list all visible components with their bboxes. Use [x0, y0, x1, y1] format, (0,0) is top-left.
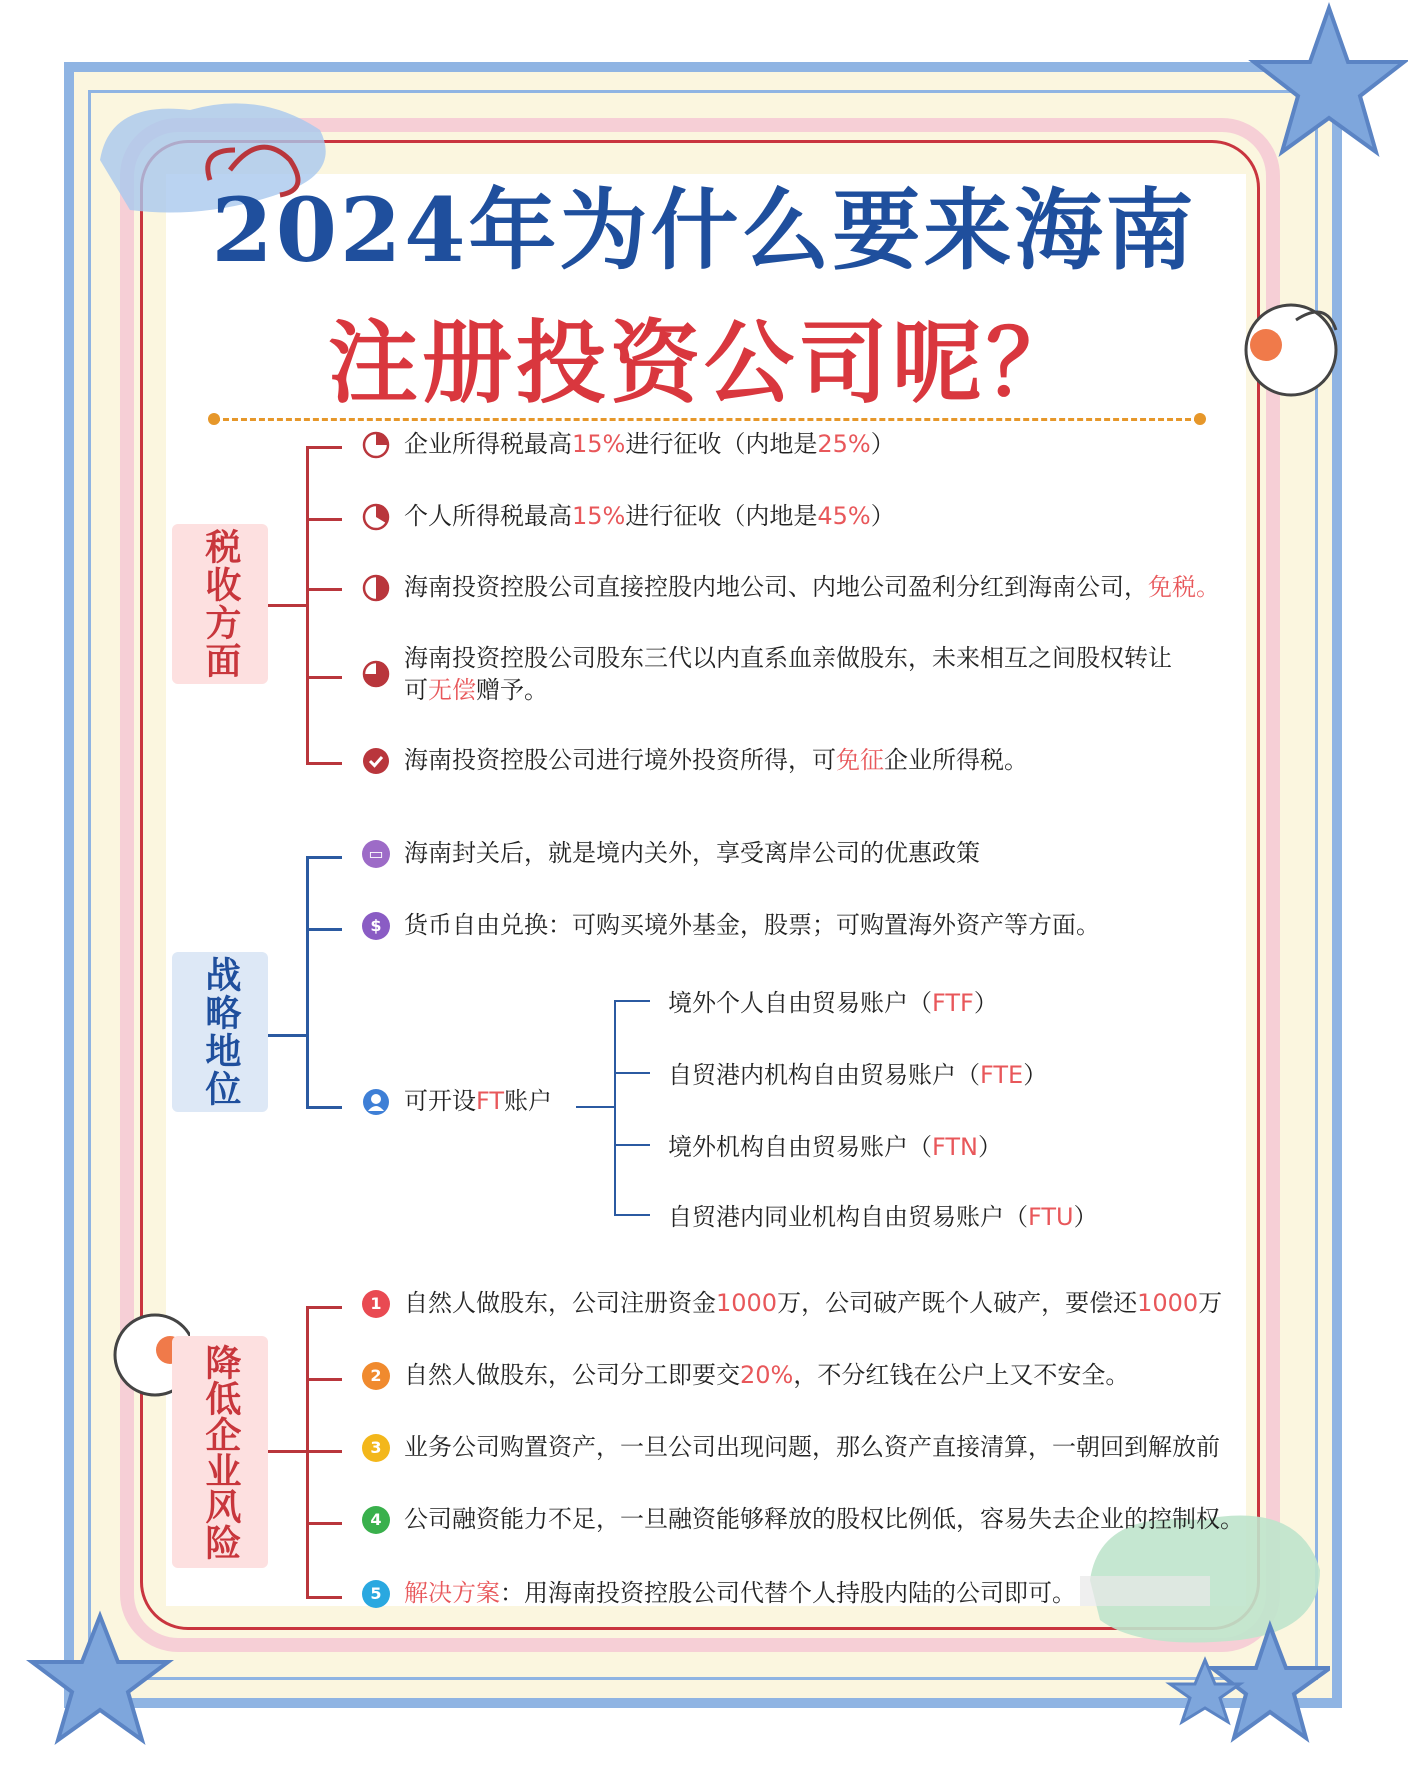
bracket-branch	[306, 856, 342, 859]
section-label-text: 战略地位	[199, 956, 241, 1108]
sub-bracket-branch	[614, 1214, 650, 1216]
highlight: 25%	[817, 430, 871, 458]
risk-item	[362, 1431, 1220, 1463]
account-item: 自贸港内同业机构自由贸易账户（FTU）	[668, 1203, 1098, 1231]
account-name: 境外个人自由贸易账户	[668, 989, 908, 1017]
section-label-tax	[172, 524, 268, 684]
strategic-item	[362, 909, 1100, 941]
bracket-branch	[306, 446, 342, 449]
pie-half-icon	[362, 503, 390, 531]
bracket-branch	[306, 1306, 342, 1309]
highlight: 1000	[1137, 1289, 1199, 1317]
item-text: 万，公司破产既个人破产，要偿还	[777, 1289, 1138, 1317]
number-badge: 3	[362, 1434, 390, 1462]
item-text: 进行征收（内地是	[625, 430, 818, 458]
risk-item	[362, 1577, 1076, 1609]
sub-bracket-branch	[614, 1144, 650, 1146]
highlight: 免税。	[1148, 573, 1220, 601]
title-divider	[214, 418, 1200, 421]
item-text: 企业所得税最高	[404, 430, 572, 458]
user-icon	[362, 1088, 390, 1116]
tax-item	[362, 642, 1192, 707]
bracket-connector	[268, 604, 308, 607]
watermark-blur	[1080, 1576, 1210, 1606]
highlight: 45%	[817, 502, 871, 530]
bracket-branch	[306, 588, 342, 591]
highlight: 1000	[716, 1289, 778, 1317]
risk-item	[362, 1287, 1222, 1319]
card-icon: ▭	[362, 840, 390, 868]
divider-dot	[1194, 413, 1206, 425]
number-badge: 4	[362, 1506, 390, 1534]
account-code: FTF	[932, 989, 974, 1017]
sub-bracket-branch	[614, 1072, 650, 1074]
star-icon-bottom-right	[1160, 1620, 1330, 1760]
item-text: 公司融资能力不足，一旦融资能够释放的股权比例低，容易失去企业的控制权。	[404, 1505, 1244, 1533]
item-text: 个人所得税最高	[404, 502, 572, 530]
section-label-text: 降低企业风险	[199, 1344, 241, 1560]
check-circle-icon	[362, 747, 390, 775]
highlight: 免征	[836, 746, 884, 774]
sub-bracket-connector	[576, 1106, 616, 1108]
highlight: 解决方案	[404, 1579, 500, 1607]
account-code: FTU	[1028, 1203, 1074, 1231]
bracket-branch	[306, 1106, 342, 1109]
pie-quarter-icon	[362, 431, 390, 459]
item-text: 企业所得税。	[884, 746, 1028, 774]
tax-item	[362, 571, 1220, 603]
section-label-strategic	[172, 952, 268, 1112]
item-text: 货币自由兑换：可购买境外基金，股票；可购置海外资产等方面。	[404, 911, 1100, 939]
item-text: 万	[1198, 1289, 1223, 1317]
highlight: 无偿	[428, 676, 476, 705]
item-text: 海南封关后，就是境内关外，享受离岸公司的优惠政策	[404, 839, 980, 867]
tax-item	[362, 428, 895, 460]
bracket-branch	[306, 1522, 342, 1525]
bracket-connector	[268, 1034, 308, 1037]
bracket-connector	[268, 1450, 308, 1453]
item-text: 海南投资控股公司股东三代以内直系血亲做股东，未来相互之间股权转让	[404, 644, 1172, 672]
bracket-branch	[306, 518, 342, 521]
account-item: 境外机构自由贸易账户（FTN）	[668, 1133, 1002, 1161]
item-text: ：用海南投资控股公司代替个人持股内陆的公司即可。	[500, 1579, 1076, 1607]
pie-three-quarter-icon	[362, 660, 390, 688]
item-text: 赠予。	[476, 676, 548, 705]
highlight: 15%	[572, 430, 626, 458]
number-badge: 5	[362, 1580, 390, 1608]
bracket-branch	[306, 762, 342, 765]
account-name: 自贸港内机构自由贸易账户	[668, 1061, 956, 1089]
highlight: 15%	[572, 502, 626, 530]
item-text: ）	[870, 502, 895, 530]
item-text: 账户	[504, 1087, 553, 1115]
bracket-branch	[306, 1450, 342, 1453]
highlight: 20%	[740, 1361, 794, 1389]
number-badge: 1	[362, 1290, 390, 1318]
account-item: 境外个人自由贸易账户（FTF）	[668, 989, 998, 1017]
item-text: 可	[404, 676, 428, 705]
strategic-item	[362, 837, 980, 869]
section-label-risk	[172, 1336, 268, 1568]
item-text: 海南投资控股公司直接控股内地公司、内地公司盈利分红到海南公司，	[404, 573, 1148, 601]
bracket-vertical	[306, 446, 309, 764]
sub-bracket-branch	[614, 1000, 650, 1002]
item-text: ，不分红钱在公户上又不安全。	[793, 1361, 1130, 1389]
item-text: 自然人做股东，公司分工即要交	[404, 1361, 740, 1389]
bracket-branch	[306, 928, 342, 931]
bracket-vertical	[306, 856, 309, 1108]
star-icon-top-right	[1234, 0, 1408, 180]
currency-icon: $	[362, 912, 390, 940]
account-code: FTE	[980, 1061, 1024, 1089]
bracket-branch	[306, 676, 342, 679]
item-text: 海南投资控股公司进行境外投资所得，可	[404, 746, 836, 774]
item-text: 进行征收（内地是	[625, 502, 818, 530]
item-text: 可开设	[404, 1087, 476, 1115]
bracket-branch	[306, 1378, 342, 1381]
tax-item	[362, 500, 895, 532]
risk-item	[362, 1359, 1129, 1391]
tax-item	[362, 744, 1028, 776]
item-text: 业务公司购置资产，一旦公司出现问题，那么资产直接清算，一朝回到解放前	[404, 1433, 1220, 1461]
account-item: 自贸港内机构自由贸易账户（FTE）	[668, 1061, 1048, 1089]
item-text: ）	[870, 430, 895, 458]
item-text: 自然人做股东，公司注册资金	[404, 1289, 716, 1317]
sub-bracket-vertical	[614, 1000, 616, 1216]
divider-dot	[208, 413, 220, 425]
strategic-item	[362, 1085, 552, 1117]
star-icon-bottom-left	[20, 1610, 180, 1760]
pie-half-icon	[362, 574, 390, 602]
page-subtitle: 注册投资公司呢？	[328, 310, 1080, 416]
page-title: 2024年为什么要来海南	[211, 178, 1197, 282]
account-code: FTN	[932, 1133, 978, 1161]
section-label-text: 税收方面	[199, 528, 241, 680]
account-name: 境外机构自由贸易账户	[668, 1133, 908, 1161]
risk-item	[362, 1503, 1244, 1535]
bracket-branch	[306, 1596, 342, 1599]
highlight: FT	[476, 1087, 505, 1115]
account-name: 自贸港内同业机构自由贸易账户	[668, 1203, 1004, 1231]
number-badge: 2	[362, 1362, 390, 1390]
